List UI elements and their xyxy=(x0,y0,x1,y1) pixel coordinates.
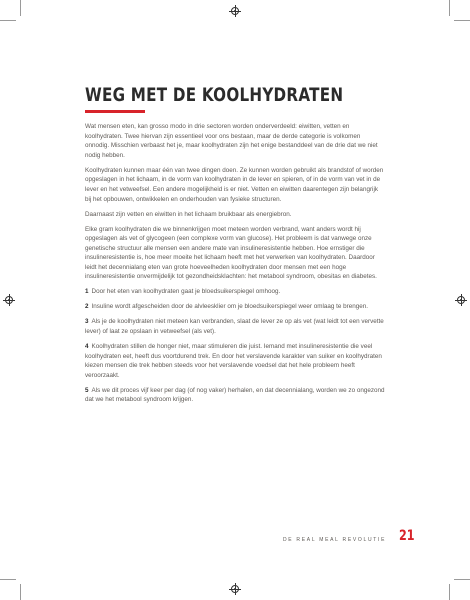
page-number: 21 xyxy=(399,528,415,544)
crop-mark xyxy=(20,0,21,16)
paragraph: Daarnaast zijn vetten en eiwitten in het lichaam bruikbaar als energiebron. xyxy=(85,210,292,218)
crop-mark xyxy=(454,579,470,580)
paragraph: Elke gram koolhydraten die we binnenkrijgen moet meteen worden verbrand, want anders wordt hij opgeslagen als vet of glycogeen (een complexe vorm van glucose). Het probleem is dat vanwege onze genetische structuur alle mensen een andere mate van insulineresistentie hebben. Hoe ernstiger die insulineresistentie is, hoe meer moeite het lichaam heeft met het verwerken van koolhydraten. Daardoor leidt het decennialang eten van grote hoeveelheden koolhydraten door mensen met een hoge insulineresistentie onvermijdelijk tot gezondheidsklachten: het metabool syndroom, obesitas en diabetes. xyxy=(85,225,377,281)
registration-mark-bottom xyxy=(231,585,239,593)
registration-mark-left xyxy=(5,296,13,304)
paragraph: Koolhydraten kunnen maar één van twee dingen doen. Ze kunnen worden gebruikt als brandstof of worden opgeslagen in het lichaam, in de vorm van koolhydraten in de lever en spieren, of in de vorm van vet in de lever en het vetweefsel. Een andere mogelijkheid is er niet. Vetten en eiwitten daarentegen zijn belangrijk bij het opbouwen, ontwikkelen en onderhouden van fysieke structuren. xyxy=(85,166,384,203)
page-title: WEG MET DE KOOLHYDRATEN xyxy=(85,85,344,106)
crop-mark xyxy=(449,584,450,600)
body-text xyxy=(85,122,385,410)
item-number: 4 xyxy=(85,343,89,351)
numbered-item xyxy=(85,317,385,336)
item-text: Als we dit proces vijf keer per dag (of nog vaker) herhalen, en dat decennialang, worden we zo ongezond dat we het metabool syndroom krijgen. xyxy=(85,386,385,404)
crop-mark xyxy=(454,20,470,21)
registration-mark-top xyxy=(231,7,239,15)
item-text: Door het eten van koolhydraten gaat je bloedsuikerspiegel omhoog. xyxy=(91,288,281,296)
crop-mark xyxy=(20,584,21,600)
paragraph: Wat mensen eten, kan grosso modo in drie sectoren worden onderverdeeld: eiwitten, vetten en koolhydraten. Twee hiervan zijn essentieel voor ons bestaan, maar de derde categorie is volkomen onnodig. Misschien verbaast het je, maar koolhydraten zijn het enige bestanddeel van de drie dat we niet nodig hebben. xyxy=(85,123,378,159)
item-text: Insuline wordt afgescheiden door de alvleesklier om je bloedsuikerspiegel weer omlaag te brengen. xyxy=(91,303,369,311)
crop-mark xyxy=(449,0,450,16)
title-underline xyxy=(85,110,145,113)
crop-mark xyxy=(0,579,16,580)
item-number: 3 xyxy=(85,318,89,326)
numbered-item xyxy=(85,342,385,380)
running-footer: DE REAL MEAL REVOLUTIE xyxy=(283,537,387,543)
item-text: Als je de koolhydraten niet meteen kan verbranden, slaat de lever ze op als vet (wat leidt tot een vervette lever) of laat ze opslaan in vetweefsel (als vet). xyxy=(85,318,384,336)
item-number: 2 xyxy=(85,303,89,311)
numbered-item xyxy=(85,287,385,297)
numbered-item xyxy=(85,302,385,312)
item-text: Koolhydraten stillen de honger niet, maar stimuleren die juist. Iemand met insulineresistentie die veel koolhydraten eet, heeft dus voortdurend trek. En door het verslavende karakter van suiker en koolhydraten kiezen mensen die trek hebben steeds voor het verslavende voedsel dat het hele probleem heeft veroorzaakt. xyxy=(85,343,382,379)
crop-mark xyxy=(0,20,16,21)
registration-mark-right xyxy=(457,296,465,304)
item-number: 5 xyxy=(85,386,89,394)
numbered-item xyxy=(85,386,385,405)
item-number: 1 xyxy=(85,288,89,296)
